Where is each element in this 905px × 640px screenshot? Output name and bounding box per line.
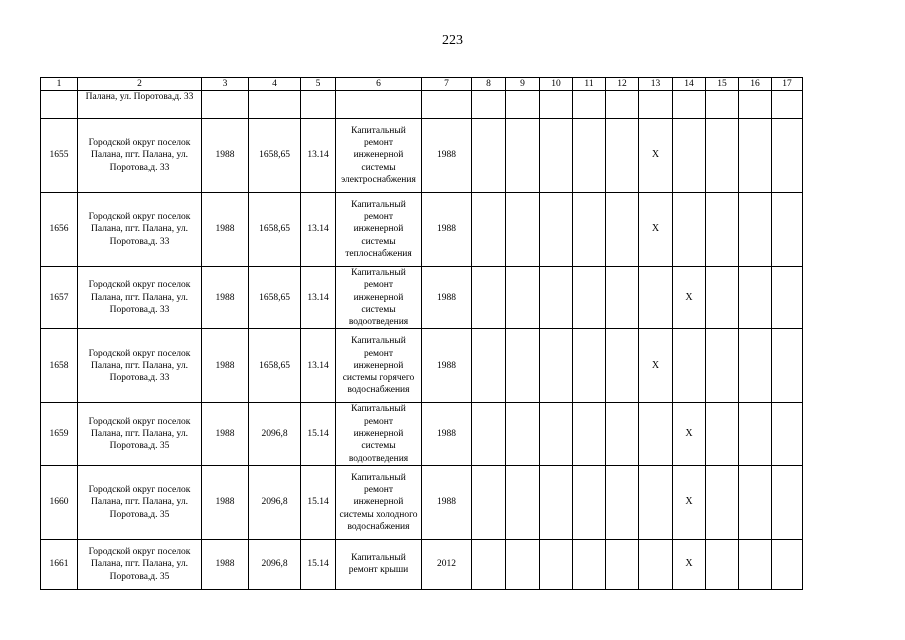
- empty-cell: [472, 193, 506, 267]
- column-number: 4: [249, 78, 301, 91]
- column-number: 7: [422, 78, 472, 91]
- works-cell: Капитальный ремонт инженерной системы водоотведения: [336, 403, 422, 465]
- year-cell: 1988: [202, 119, 249, 193]
- value-cell: 13.14: [301, 267, 336, 329]
- value-cell: 15.14: [301, 539, 336, 589]
- works-cell: Капитальный ремонт крыши: [336, 539, 422, 589]
- empty-cell: [472, 539, 506, 589]
- empty-cell: [739, 267, 772, 329]
- empty-cell: [606, 465, 639, 539]
- empty-cell: [673, 329, 706, 403]
- mark-cell: X: [673, 403, 706, 465]
- area-cell: 1658,65: [249, 329, 301, 403]
- value-cell: 13.14: [301, 119, 336, 193]
- year-cell: 1988: [422, 403, 472, 465]
- empty-cell: [706, 193, 739, 267]
- empty-cell: [540, 403, 573, 465]
- column-number: 2: [78, 78, 202, 91]
- empty-cell: [472, 403, 506, 465]
- empty-cell: [673, 91, 706, 119]
- empty-cell: [540, 193, 573, 267]
- works-cell: Капитальный ремонт инженерной системы теплоснабжения: [336, 193, 422, 267]
- mark-cell: X: [639, 329, 673, 403]
- row-number-cell: 1661: [41, 539, 78, 589]
- year-cell: 1988: [202, 329, 249, 403]
- table-row: [41, 539, 803, 589]
- empty-cell: [506, 267, 540, 329]
- empty-cell: [706, 119, 739, 193]
- empty-cell: [739, 91, 772, 119]
- empty-cell: [772, 329, 803, 403]
- year-cell: 1988: [202, 193, 249, 267]
- empty-cell: [772, 267, 803, 329]
- empty-cell: [506, 403, 540, 465]
- works-cell: Капитальный ремонт инженерной системы электроснабжения: [336, 119, 422, 193]
- empty-cell: [739, 329, 772, 403]
- empty-cell: [673, 119, 706, 193]
- row-number-cell: 1659: [41, 403, 78, 465]
- empty-cell: [739, 403, 772, 465]
- column-number: 11: [573, 78, 606, 91]
- column-number: 9: [506, 78, 540, 91]
- empty-cell: [540, 539, 573, 589]
- empty-cell: [606, 193, 639, 267]
- year-cell: 1988: [422, 267, 472, 329]
- column-number: 3: [202, 78, 249, 91]
- works-cell: Капитальный ремонт инженерной системы холодного водоснабжения: [336, 465, 422, 539]
- table-row: [41, 267, 803, 329]
- area-cell: 2096,8: [249, 465, 301, 539]
- column-number: 15: [706, 78, 739, 91]
- year-cell: 1988: [422, 193, 472, 267]
- continued-row: [41, 91, 803, 119]
- mark-cell: X: [639, 193, 673, 267]
- empty-cell: [706, 465, 739, 539]
- empty-cell: [606, 91, 639, 119]
- mark-cell: X: [639, 119, 673, 193]
- row-number-cell: [41, 91, 78, 119]
- empty-cell: [772, 193, 803, 267]
- area-cell: 2096,8: [249, 539, 301, 589]
- table-row: [41, 403, 803, 465]
- column-number: 14: [673, 78, 706, 91]
- year-cell: 1988: [202, 465, 249, 539]
- empty-cell: [706, 403, 739, 465]
- value-cell: 15.14: [301, 403, 336, 465]
- empty-cell: [772, 119, 803, 193]
- column-number: 1: [41, 78, 78, 91]
- empty-cell: [472, 267, 506, 329]
- empty-cell: [606, 539, 639, 589]
- empty-cell: [606, 267, 639, 329]
- area-cell: 2096,8: [249, 403, 301, 465]
- empty-cell: [706, 329, 739, 403]
- empty-cell: [472, 119, 506, 193]
- empty-cell: [573, 193, 606, 267]
- empty-cell: [739, 539, 772, 589]
- empty-cell: [573, 267, 606, 329]
- empty-cell: [472, 465, 506, 539]
- mark-cell: X: [673, 267, 706, 329]
- table-row: [41, 193, 803, 267]
- empty-cell: [506, 465, 540, 539]
- column-number: 8: [472, 78, 506, 91]
- empty-cell: [573, 91, 606, 119]
- empty-cell: [639, 267, 673, 329]
- empty-cell: [249, 91, 301, 119]
- address-cell: Городской округ поселок Палана, пгт. Палана, ул. Поротова,д. 35: [78, 465, 202, 539]
- address-cell: Городской округ поселок Палана, пгт. Палана, ул. Поротова,д. 35: [78, 403, 202, 465]
- empty-cell: [772, 91, 803, 119]
- empty-cell: [639, 91, 673, 119]
- empty-cell: [301, 91, 336, 119]
- column-number: 16: [739, 78, 772, 91]
- empty-cell: [472, 329, 506, 403]
- empty-cell: [606, 403, 639, 465]
- works-cell: Капитальный ремонт инженерной системы водоотведения: [336, 267, 422, 329]
- empty-cell: [739, 119, 772, 193]
- area-cell: 1658,65: [249, 193, 301, 267]
- year-cell: 1988: [422, 119, 472, 193]
- address-cell: Городской округ поселок Палана, пгт. Палана, ул. Поротова,д. 33: [78, 119, 202, 193]
- empty-cell: [540, 91, 573, 119]
- mark-cell: X: [673, 465, 706, 539]
- works-cell: Капитальный ремонт инженерной системы горячего водоснабжения: [336, 329, 422, 403]
- address-cell: Городской округ поселок Палана, пгт. Палана, ул. Поротова,д. 35: [78, 539, 202, 589]
- row-number-cell: 1656: [41, 193, 78, 267]
- row-number-cell: 1658: [41, 329, 78, 403]
- area-cell: 1658,65: [249, 119, 301, 193]
- empty-cell: [739, 465, 772, 539]
- registry-table: [40, 77, 803, 590]
- empty-cell: [772, 465, 803, 539]
- column-number: 13: [639, 78, 673, 91]
- address-cell: Городской округ поселок Палана, пгт. Палана, ул. Поротова,д. 33: [78, 193, 202, 267]
- empty-cell: [606, 119, 639, 193]
- empty-cell: [639, 403, 673, 465]
- empty-cell: [706, 91, 739, 119]
- empty-cell: [673, 193, 706, 267]
- empty-cell: [506, 539, 540, 589]
- column-number-row: [41, 78, 803, 91]
- empty-cell: [573, 465, 606, 539]
- empty-cell: [506, 329, 540, 403]
- empty-cell: [639, 539, 673, 589]
- row-number-cell: 1660: [41, 465, 78, 539]
- value-cell: 13.14: [301, 193, 336, 267]
- value-cell: 13.14: [301, 329, 336, 403]
- value-cell: 15.14: [301, 465, 336, 539]
- empty-cell: [202, 91, 249, 119]
- empty-cell: [506, 91, 540, 119]
- empty-cell: [573, 119, 606, 193]
- table-body: [41, 78, 803, 590]
- year-cell: 1988: [202, 403, 249, 465]
- year-cell: 2012: [422, 539, 472, 589]
- year-cell: 1988: [422, 465, 472, 539]
- year-cell: 1988: [202, 539, 249, 589]
- table-row: [41, 329, 803, 403]
- empty-cell: [772, 403, 803, 465]
- address-cell: Палана, ул. Поротова,д. 33: [78, 91, 202, 119]
- area-cell: 1658,65: [249, 267, 301, 329]
- empty-cell: [506, 193, 540, 267]
- address-cell: Городской округ поселок Палана, пгт. Палана, ул. Поротова,д. 33: [78, 329, 202, 403]
- row-number-cell: 1657: [41, 267, 78, 329]
- column-number: 12: [606, 78, 639, 91]
- empty-cell: [739, 193, 772, 267]
- empty-cell: [540, 329, 573, 403]
- empty-cell: [706, 539, 739, 589]
- empty-cell: [573, 539, 606, 589]
- year-cell: 1988: [202, 267, 249, 329]
- empty-cell: [540, 119, 573, 193]
- empty-cell: [706, 267, 739, 329]
- address-cell: Городской округ поселок Палана, пгт. Палана, ул. Поротова,д. 33: [78, 267, 202, 329]
- empty-cell: [422, 91, 472, 119]
- empty-cell: [506, 119, 540, 193]
- empty-cell: [472, 91, 506, 119]
- column-number: 5: [301, 78, 336, 91]
- row-number-cell: 1655: [41, 119, 78, 193]
- empty-cell: [336, 91, 422, 119]
- table-row: [41, 465, 803, 539]
- empty-cell: [639, 465, 673, 539]
- column-number: 6: [336, 78, 422, 91]
- empty-cell: [772, 539, 803, 589]
- empty-cell: [540, 465, 573, 539]
- page-number: 223: [442, 33, 463, 48]
- empty-cell: [573, 403, 606, 465]
- column-number: 17: [772, 78, 803, 91]
- empty-cell: [573, 329, 606, 403]
- empty-cell: [540, 267, 573, 329]
- table-row: [41, 119, 803, 193]
- column-number: 10: [540, 78, 573, 91]
- mark-cell: X: [673, 539, 706, 589]
- year-cell: 1988: [422, 329, 472, 403]
- empty-cell: [606, 329, 639, 403]
